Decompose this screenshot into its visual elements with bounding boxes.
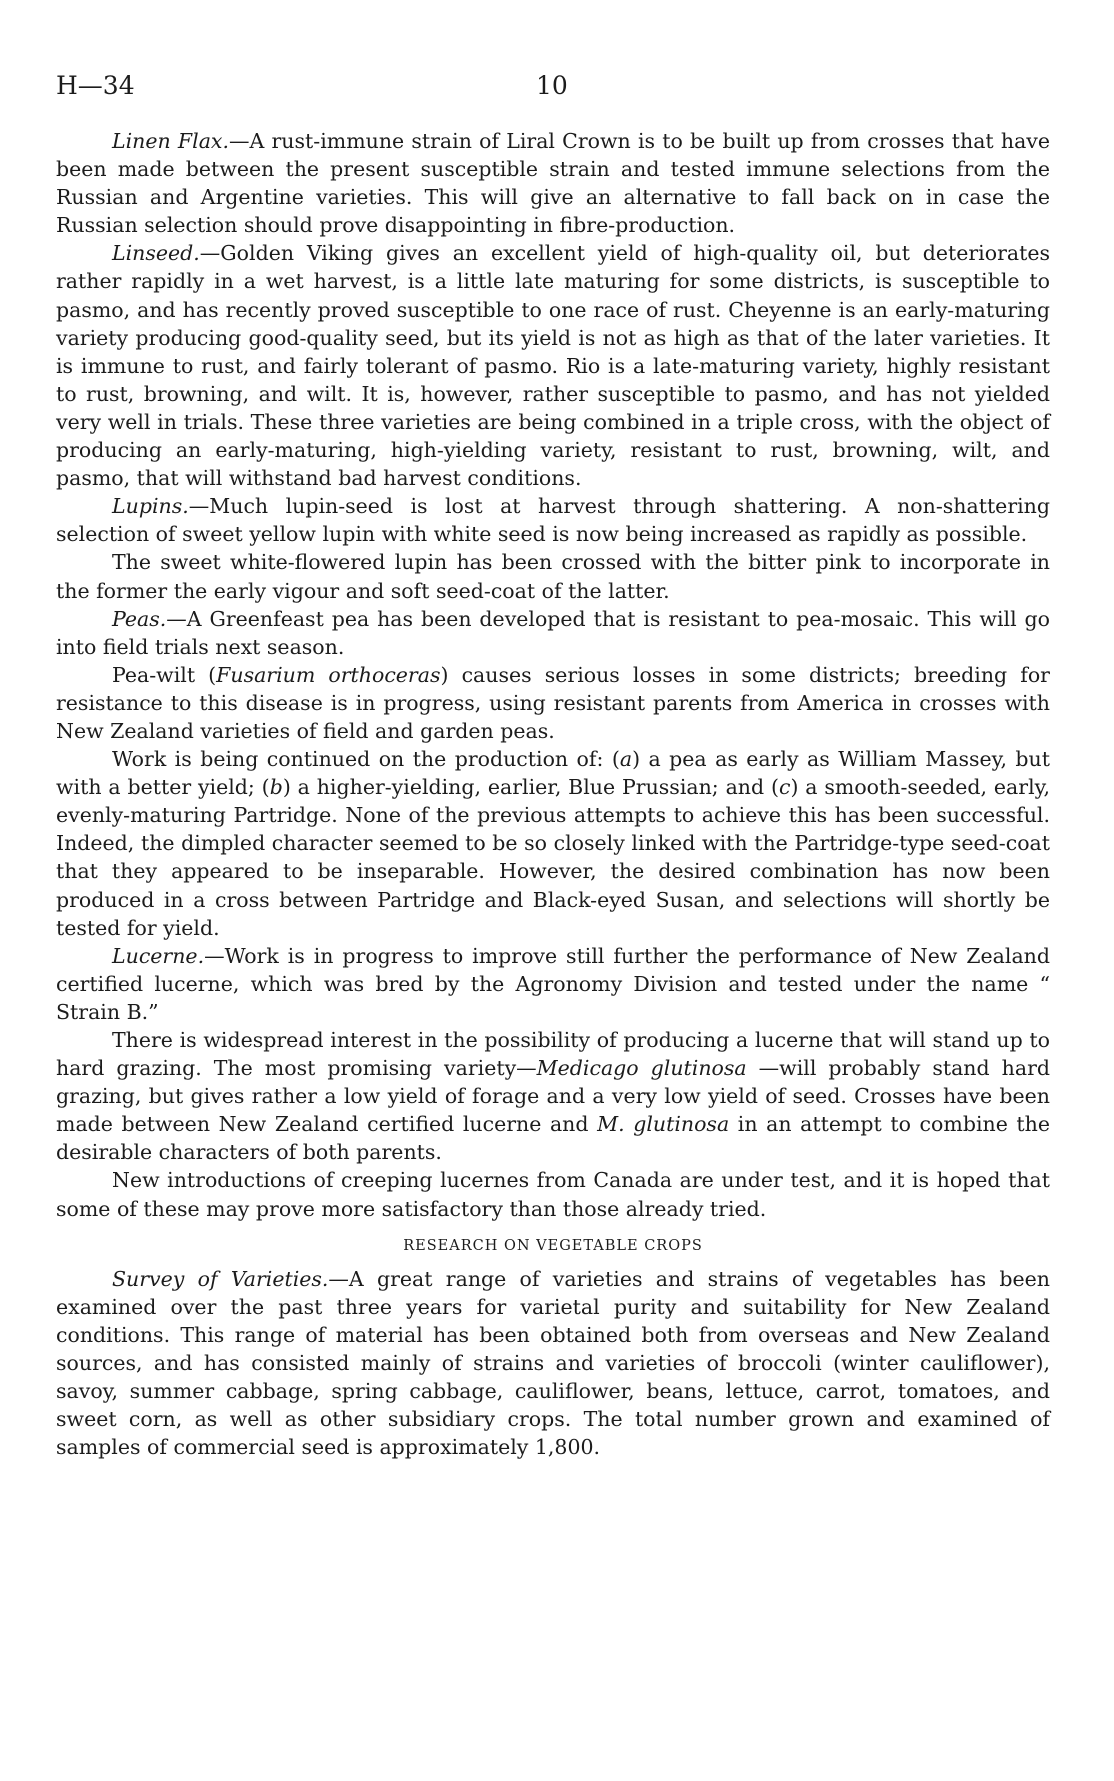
lucerne-species-short: M. glutinosa — [597, 1112, 730, 1137]
lucerne-text: —Work is in progress to improve still further the performance of New Zealand certified lucerne, which was bred by the Agronomy Division and tested under the name “ Strain B.” — [56, 943, 1050, 1024]
page-header — [56, 66, 1056, 106]
paragraph-survey-of-varieties — [56, 1265, 1050, 1462]
pea-work-item-c: c — [778, 775, 791, 800]
pea-work-text-4: ) a smooth-seeded, early, evenly-maturing Partridge. None of the previous attempts to achieve this has been successful. Indeed, the dimpled character seemed to be so closely linked with the Partridge-type seed-coat that they appeared to be inseparable. However, the desired combination has now been produced in a cross between Partridge and Black-eyed Susan, and selections will shortly be tested for yield. — [56, 775, 1050, 940]
linen-flax-title: Linen Flax. — [112, 129, 229, 153]
section-heading-vegetable-crops: RESEARCH ON VEGETABLE CROPS — [403, 1237, 703, 1254]
linen-flax-text: —A rust-immune strain of Liral Crown is to be built up from crosses that have been made between the present susceptible strain and tested immune selections from the Russian and Argentine varieties. This will give an alternative to fall back on in case the Russian selection should prove disappointing in fibre-production. — [56, 129, 1051, 238]
paragraph-lucerne-2 — [56, 1026, 1050, 1166]
pea-work-item-a: a — [619, 747, 633, 772]
peas-title: Peas. — [112, 606, 167, 631]
document-body — [56, 127, 1050, 1461]
paragraph-pea-work — [56, 745, 1050, 942]
lupins-text: —Much lupin-seed is lost at harvest through shattering. A non-shattering selection of sweet yellow lupin with white seed is now being increased as rapidly as possible. — [56, 494, 1050, 547]
lucerne-species: Medicago glutinosa — [536, 1056, 747, 1081]
lucerne-p2-text-1: There is widespread interest in the possibility of producing a lucerne that will stand up to hard grazing. The most promising variety— — [56, 1028, 1050, 1081]
lucerne-title: Lucerne. — [112, 943, 205, 968]
lupins-title: Lupins. — [112, 494, 189, 519]
lucerne-p2-text-2: —will probably stand hard grazing, but gives rather a low yield of forage and a very low yield of seed. Crosses have been made between New Zealand certified lucerne and — [56, 1056, 1051, 1137]
survey-title: Survey of Varieties. — [112, 1266, 329, 1291]
survey-text: —A great range of varieties and strains of vegetables has been examined over the past three years for varietal purity and suitability for New Zealand conditions. This range of material has been obtained both from overseas and New Zealand sources, and has consisted mainly of strains and varieties of broccoli (winter cauliflower), savoy, summer cabbage, spring cabbage, cauliflower, beans, lettuce, carrot, tomatoes, and sweet corn, as well as other subsidiary crops. The total number grown and examined of samples of commercial seed is approximately 1,800. — [56, 1266, 1050, 1460]
paragraph-pea-wilt — [56, 661, 1050, 745]
pea-wilt-species: Fusarium orthoceras — [216, 662, 441, 687]
peas-text: —A Greenfeast pea has been developed that is resistant to pea-mosaic. This will go into field trials next season. — [56, 606, 1050, 659]
paragraph-lucerne-3: New introductions of creeping lucernes from Canada are under test, and it is hoped that some of these may prove more satisfactory than those already tried. — [56, 1168, 1050, 1221]
pea-wilt-text-start: Pea-wilt ( — [112, 662, 217, 687]
page-number: 10 — [536, 71, 568, 100]
lucerne-p2-text-3: in an attempt to combine the desirable characters of both parents. — [56, 1112, 1051, 1165]
pea-work-text-3: ) a higher-yielding, earlier, Blue Prussian; and ( — [282, 775, 779, 800]
linseed-text: —Golden Viking gives an excellent yield of high-quality oil, but deteriorates rather rapidly in a wet harvest, is a little late maturing for some districts, is susceptible to pasmo, and has recently proved susceptible to one race of rust. Cheyenne is an early-maturing variety producing good-quality seed, but its yield is not as high as that of the later varieties. It is immune to rust, and fairly tolerant of pasmo. Rio is a late-maturing variety, highly resistant to rust, browning, and wilt. It is, however, rather susceptible to pasmo, and has not yielded very well in trials. These three varieties are being combined in a triple cross, with the object of producing an early-maturing, high-yielding variety, resistant to rust, browning, wilt, and pasmo, that will withstand bad harvest conditions. — [56, 241, 1050, 491]
pea-work-text-1: Work is being continued on the production of: ( — [112, 747, 620, 772]
linseed-title: Linseed. — [112, 241, 200, 266]
paragraph-lupins-2: The sweet white-flowered lupin has been crossed with the bitter pink to incorporate in the former the early vigour and soft seed-coat of the latter. — [56, 550, 1050, 603]
pea-work-text-2: ) a pea as early as William Massey, but with a better yield; ( — [56, 747, 1050, 800]
paragraph-lucerne — [56, 942, 1050, 1026]
paragraph-peas — [56, 605, 1050, 661]
pea-work-item-b: b — [269, 775, 283, 800]
pea-wilt-text-end: ) causes serious losses in some districts; breeding for resistance to this disease is in progress, using resistant parents from America in crosses with New Zealand varieties of field and garden peas. — [56, 662, 1050, 743]
paragraph-linen-flax — [56, 127, 1050, 239]
page-reference: H—34 — [56, 71, 135, 100]
paragraph-lupins — [56, 492, 1050, 548]
paragraph-linseed — [56, 239, 1050, 492]
